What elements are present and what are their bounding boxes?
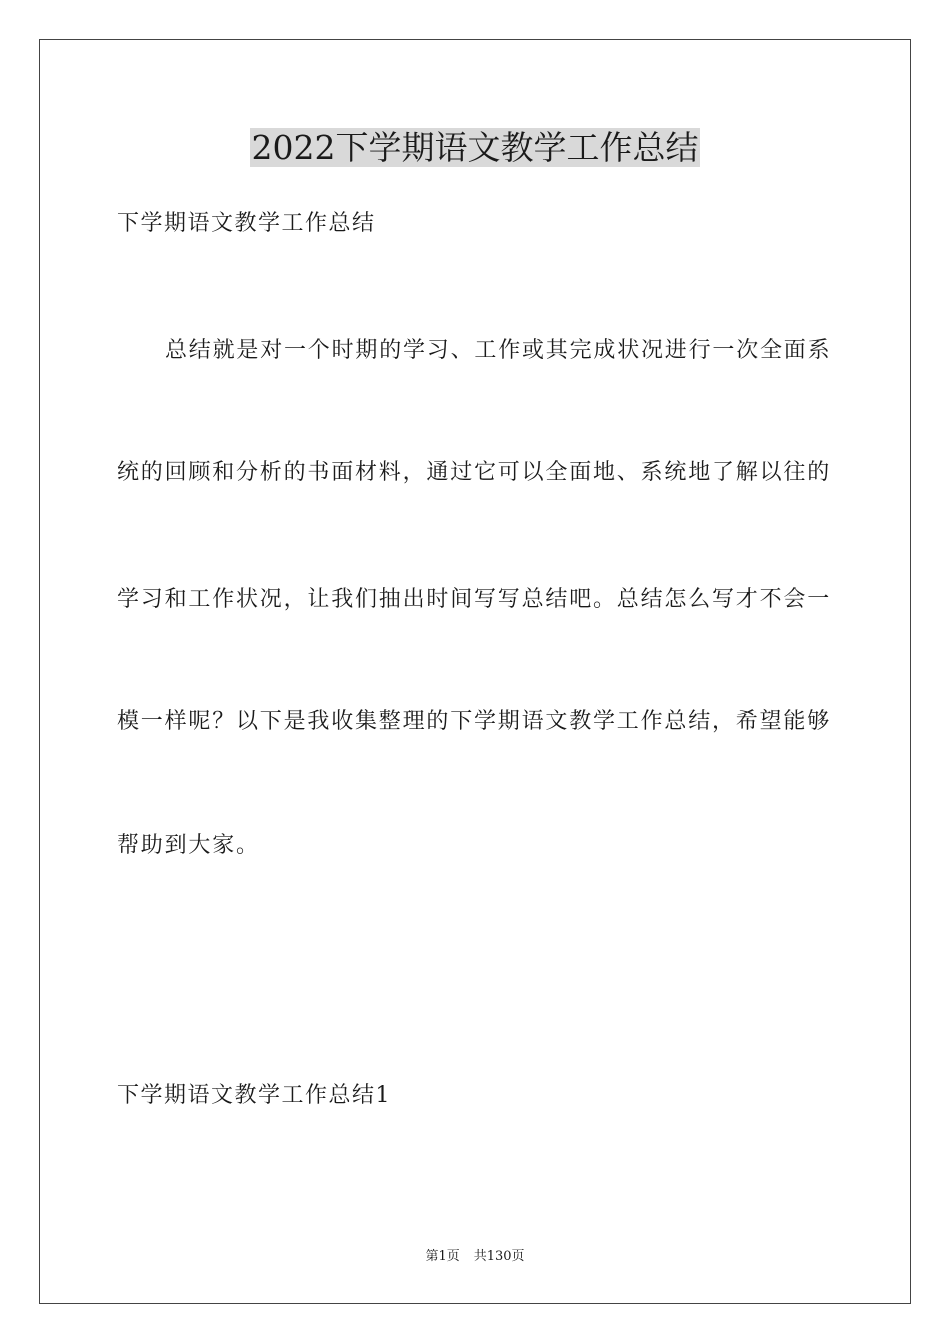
intro-paragraph-line: 学习和工作状况，让我们抽出时间写写总结吧。总结怎么写才不会一 (117, 587, 832, 612)
intro-paragraph-line: 帮助到大家。 (117, 833, 260, 858)
document-title-text: 2022下学期语文教学工作总结 (251, 128, 699, 167)
intro-paragraph-line: 统的回顾和分析的书面材料，通过它可以全面地、系统地了解以往的 (117, 460, 832, 485)
intro-paragraph-line: 总结就是对一个时期的学习、工作或其完成状况进行一次全面系 (165, 338, 832, 363)
page-footer (0, 1248, 950, 1266)
intro-paragraph-line: 模一样呢？以下是我收集整理的下学期语文教学工作总结，希望能够 (117, 709, 832, 734)
section-heading: 下学期语文教学工作总结1 (117, 1083, 391, 1108)
document-title (0, 125, 950, 171)
page-number-current: 第1页 (425, 1249, 460, 1264)
document-subtitle: 下学期语文教学工作总结 (117, 211, 376, 236)
page-number-total: 共130页 (473, 1249, 525, 1264)
